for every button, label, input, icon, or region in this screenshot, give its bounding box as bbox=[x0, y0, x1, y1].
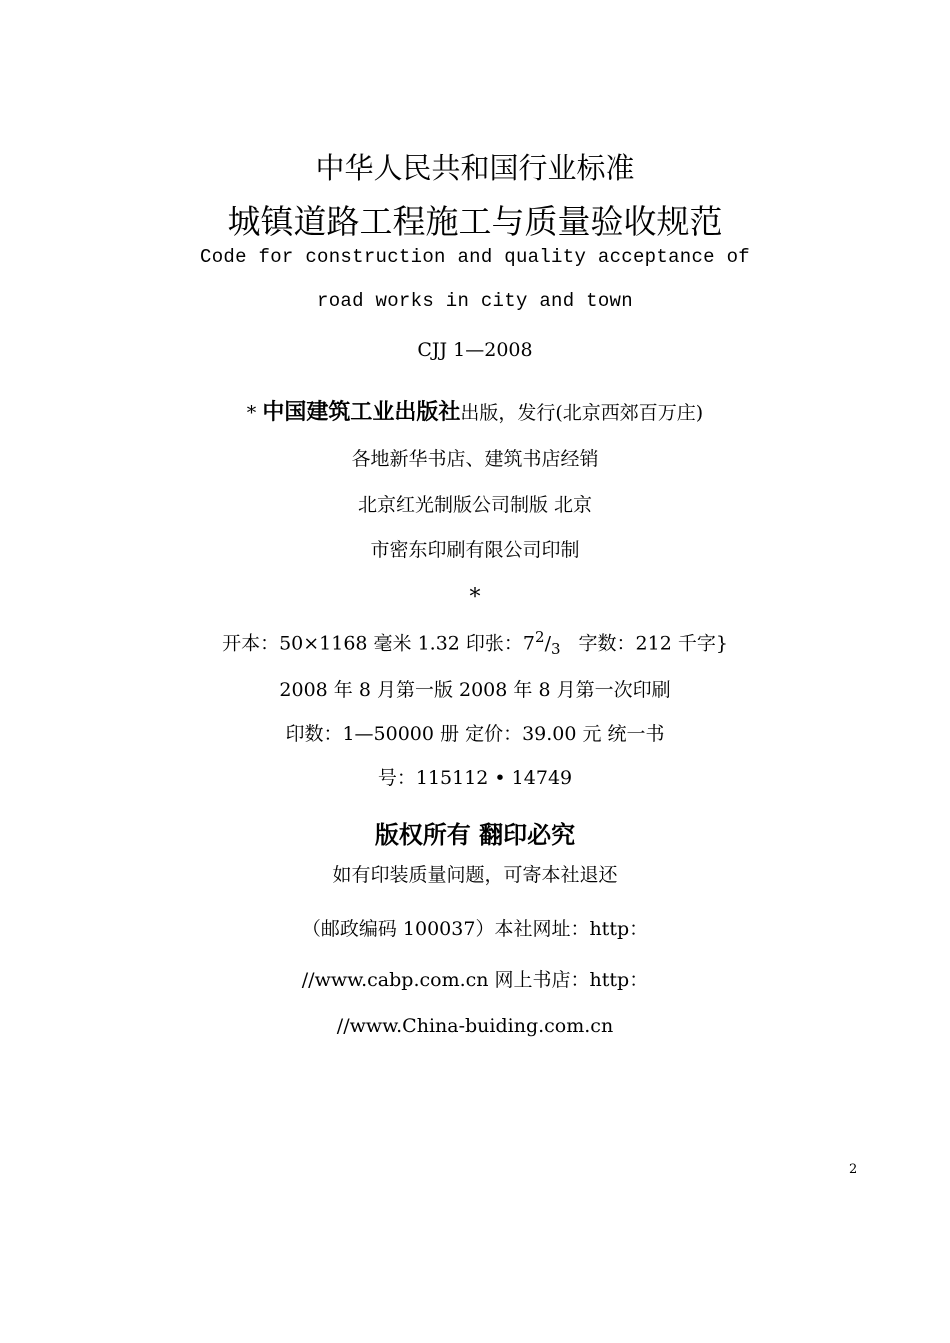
page-number: 2 bbox=[849, 1162, 858, 1177]
platemaking-line: 北京红光制版公司制版 北京 bbox=[357, 494, 593, 516]
publisher-star: * bbox=[246, 402, 257, 424]
standard-title-en-line1: Code for construction and quality acceptance of bbox=[200, 246, 750, 268]
printing-line: 市密东印刷有限公司印制 bbox=[370, 539, 580, 561]
publisher-name: 中国建筑工业出版社 bbox=[262, 400, 461, 425]
standard-code: CJJ 1—2008 bbox=[417, 339, 533, 361]
word-count: 字数：212 千字} bbox=[578, 632, 728, 655]
format-prefix: 开本：50×1168 毫米 1.32 印张：7 bbox=[222, 632, 536, 655]
distribution-line: 各地新华书店、建筑书店经销 bbox=[351, 448, 599, 470]
publisher-address: 出版，发行(北京西郊百万庄) bbox=[460, 402, 704, 424]
separator-star: * bbox=[469, 585, 481, 610]
online-shop-line: //www.China-buiding.com.cn bbox=[336, 1015, 614, 1037]
book-number-line: 号：115112 • 14749 bbox=[377, 767, 573, 789]
website-line: //www.cabp.com.cn 网上书店：http： bbox=[301, 969, 649, 991]
copies-price-line: 印数：1—50000 册 定价：39.00 元 统一书 bbox=[285, 723, 665, 745]
publisher-line bbox=[0, 395, 950, 426]
sheets-denominator: 3 bbox=[550, 640, 561, 659]
copyright-notice: 版权所有 翻印必究 bbox=[374, 821, 576, 849]
postal-code-line: （邮政编码 100037）本社网址：http： bbox=[301, 918, 649, 940]
return-policy: 如有印装质量问题，可寄本社退还 bbox=[332, 864, 618, 886]
sheets-slash: / bbox=[544, 632, 551, 655]
standard-title-cn: 城镇道路工程施工与质量验收规范 bbox=[227, 202, 723, 241]
standard-category: 中华人民共和国行业标准 bbox=[315, 151, 635, 185]
format-line bbox=[0, 628, 950, 658]
standard-title-en-line2: road works in city and town bbox=[317, 290, 633, 312]
edition-line: 2008 年 8 月第一版 2008 年 8 月第一次印刷 bbox=[279, 679, 671, 701]
sheets-numerator: 2 bbox=[535, 628, 545, 646]
